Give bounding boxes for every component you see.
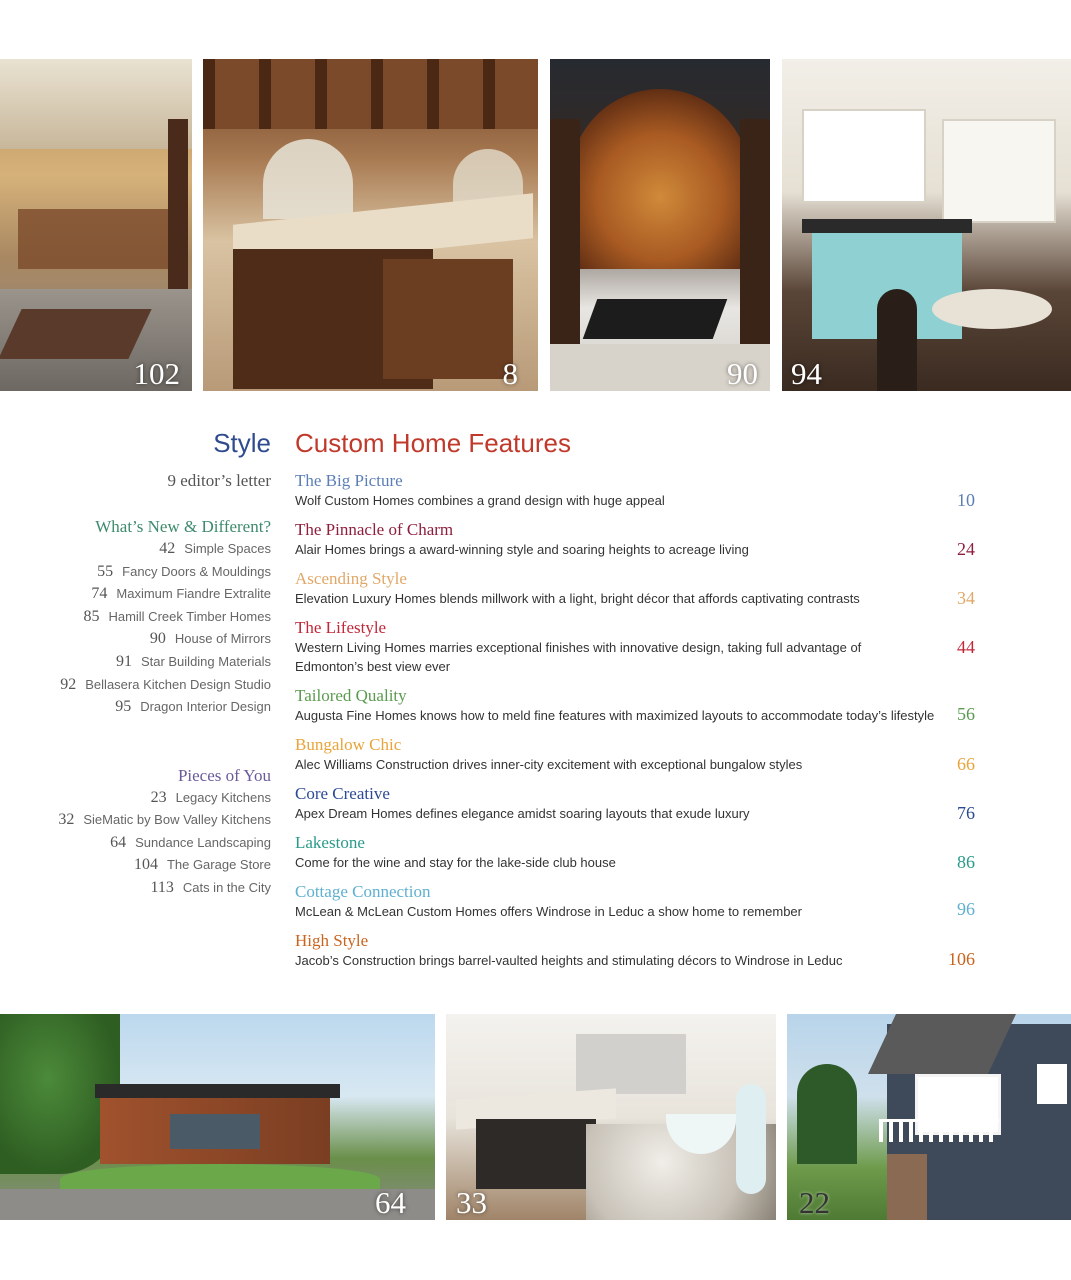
- list-item-label: Simple Spaces: [184, 541, 271, 556]
- list-item[interactable]: [83, 608, 271, 626]
- list-item-page: 55: [97, 563, 114, 580]
- kitchen-photo: [446, 1014, 776, 1220]
- list-item[interactable]: [97, 563, 271, 581]
- feature-page: 10: [957, 490, 975, 510]
- photo-page-number: 22: [799, 1185, 830, 1220]
- list-item[interactable]: [150, 630, 271, 648]
- feature-title: Bungalow Chic: [295, 735, 402, 754]
- list-item[interactable]: [134, 856, 271, 874]
- feature-page: 66: [957, 754, 975, 774]
- feature-page: 56: [957, 704, 975, 724]
- list-item-label: Sundance Landscaping: [135, 835, 271, 850]
- landscaped-house-photo: [0, 1014, 435, 1220]
- feature-title: The Lifestyle: [295, 618, 387, 637]
- whats-new-heading: What’s New & Different?: [95, 517, 271, 536]
- photo-page-number: 94: [791, 356, 822, 391]
- list-item-label: Dragon Interior Design: [140, 699, 271, 714]
- feature-title: The Big Picture: [295, 471, 403, 490]
- feature-description: Western Living Homes marries exceptional finishes with innovative design, taking full advantage of Edmonton’s best view ever: [295, 640, 862, 674]
- list-item-page: 74: [91, 585, 108, 602]
- photo-page-number: 33: [456, 1185, 487, 1220]
- feature-page: 76: [957, 803, 975, 823]
- feature-item[interactable]: [295, 735, 975, 774]
- feature-item[interactable]: [295, 520, 975, 559]
- feature-description: Come for the wine and stay for the lake-side club house: [295, 855, 616, 870]
- photo-page-number: 8: [502, 356, 518, 391]
- feature-description: Alair Homes brings a award-winning style and soaring heights to acreage living: [295, 542, 749, 557]
- style-section-title: Style: [213, 428, 271, 458]
- feature-item[interactable]: [295, 618, 975, 676]
- list-item-label: Bellasera Kitchen Design Studio: [85, 677, 271, 692]
- list-item[interactable]: [151, 789, 271, 807]
- feature-title: Ascending Style: [295, 569, 407, 588]
- list-item[interactable]: [159, 540, 271, 558]
- list-item-label: Fancy Doors & Mouldings: [122, 564, 271, 579]
- list-item-page: 92: [60, 676, 77, 693]
- feature-item[interactable]: [295, 931, 975, 970]
- feature-title: Lakestone: [295, 833, 365, 852]
- feature-page: 44: [957, 637, 975, 657]
- kitchen-island-photo: [203, 59, 538, 391]
- list-item-page: 23: [150, 789, 167, 806]
- photo-page-number: 90: [727, 356, 758, 391]
- list-item[interactable]: [116, 653, 271, 671]
- feature-description: Wolf Custom Homes combines a grand design with huge appeal: [295, 493, 665, 508]
- list-item[interactable]: [150, 879, 271, 897]
- feature-description: Alec Williams Construction drives inner-city excitement with exceptional bungalow styles: [295, 757, 803, 772]
- list-item[interactable]: [60, 676, 271, 694]
- list-item-label: Hamill Creek Timber Homes: [108, 609, 271, 624]
- list-item-page: 42: [159, 540, 176, 557]
- list-item-page: 32: [58, 811, 75, 828]
- list-item-page: 90: [149, 630, 166, 647]
- list-item-label: Star Building Materials: [140, 654, 271, 669]
- feature-item[interactable]: [295, 569, 975, 608]
- range-hood-photo: [550, 59, 770, 391]
- feature-description: McLean & McLean Custom Homes offers Windrose in Leduc a show home to remember: [295, 904, 802, 919]
- feature-page: 96: [957, 899, 975, 919]
- feature-page: 24: [957, 539, 975, 559]
- feature-item[interactable]: [295, 882, 975, 921]
- photo-page-number: 64: [375, 1185, 406, 1220]
- list-item-label: House of Mirrors: [174, 631, 271, 646]
- feature-title: Core Creative: [295, 784, 390, 803]
- feature-page: 34: [957, 588, 975, 608]
- editors-letter: 9 editor’s letter: [167, 471, 271, 490]
- list-item-page: 104: [133, 856, 158, 873]
- list-item[interactable]: [58, 811, 271, 829]
- list-item-page: 64: [110, 834, 127, 851]
- list-item-page: 95: [115, 698, 132, 715]
- feature-item[interactable]: [295, 784, 975, 823]
- feature-page: 106: [948, 949, 975, 969]
- list-item-page: 113: [150, 879, 174, 896]
- list-item-label: SieMatic by Bow Valley Kitchens: [83, 812, 271, 827]
- white-kitchen-photo: [782, 59, 1071, 391]
- feature-title: The Pinnacle of Charm: [295, 520, 454, 539]
- house-balcony-photo: [787, 1014, 1071, 1220]
- list-item[interactable]: [115, 698, 271, 716]
- list-item-label: Maximum Fiandre Extralite: [116, 586, 271, 601]
- list-item-label: Cats in the City: [182, 880, 271, 895]
- photo-page-number: 102: [133, 356, 180, 391]
- list-item-label: Legacy Kitchens: [175, 790, 271, 805]
- feature-item[interactable]: [295, 686, 975, 725]
- feature-page: 86: [957, 852, 975, 872]
- pieces-of-you-heading: Pieces of You: [177, 766, 271, 785]
- feature-item[interactable]: [295, 833, 975, 872]
- list-item[interactable]: [91, 585, 271, 603]
- list-item[interactable]: [110, 834, 271, 852]
- custom-home-features-title: Custom Home Features: [295, 428, 571, 458]
- garage-photo: [0, 59, 192, 391]
- feature-description: Apex Dream Homes defines elegance amidst soaring layouts that exude luxury: [295, 806, 750, 821]
- feature-item[interactable]: [295, 471, 975, 510]
- list-item-page: 85: [83, 608, 100, 625]
- feature-description: Jacob’s Construction brings barrel-vaulted heights and stimulating décors to Windrose in Leduc: [295, 953, 843, 968]
- list-item-page: 91: [115, 653, 132, 670]
- feature-title: High Style: [295, 931, 369, 950]
- feature-title: Cottage Connection: [295, 882, 431, 901]
- feature-title: Tailored Quality: [295, 686, 407, 705]
- feature-description: Augusta Fine Homes knows how to meld fine features with maximized layouts to accommodate today’s lifestyle: [295, 708, 935, 723]
- list-item-label: The Garage Store: [166, 857, 271, 872]
- feature-description: Elevation Luxury Homes blends millwork with a light, bright décor that affords captivating contrasts: [295, 591, 860, 606]
